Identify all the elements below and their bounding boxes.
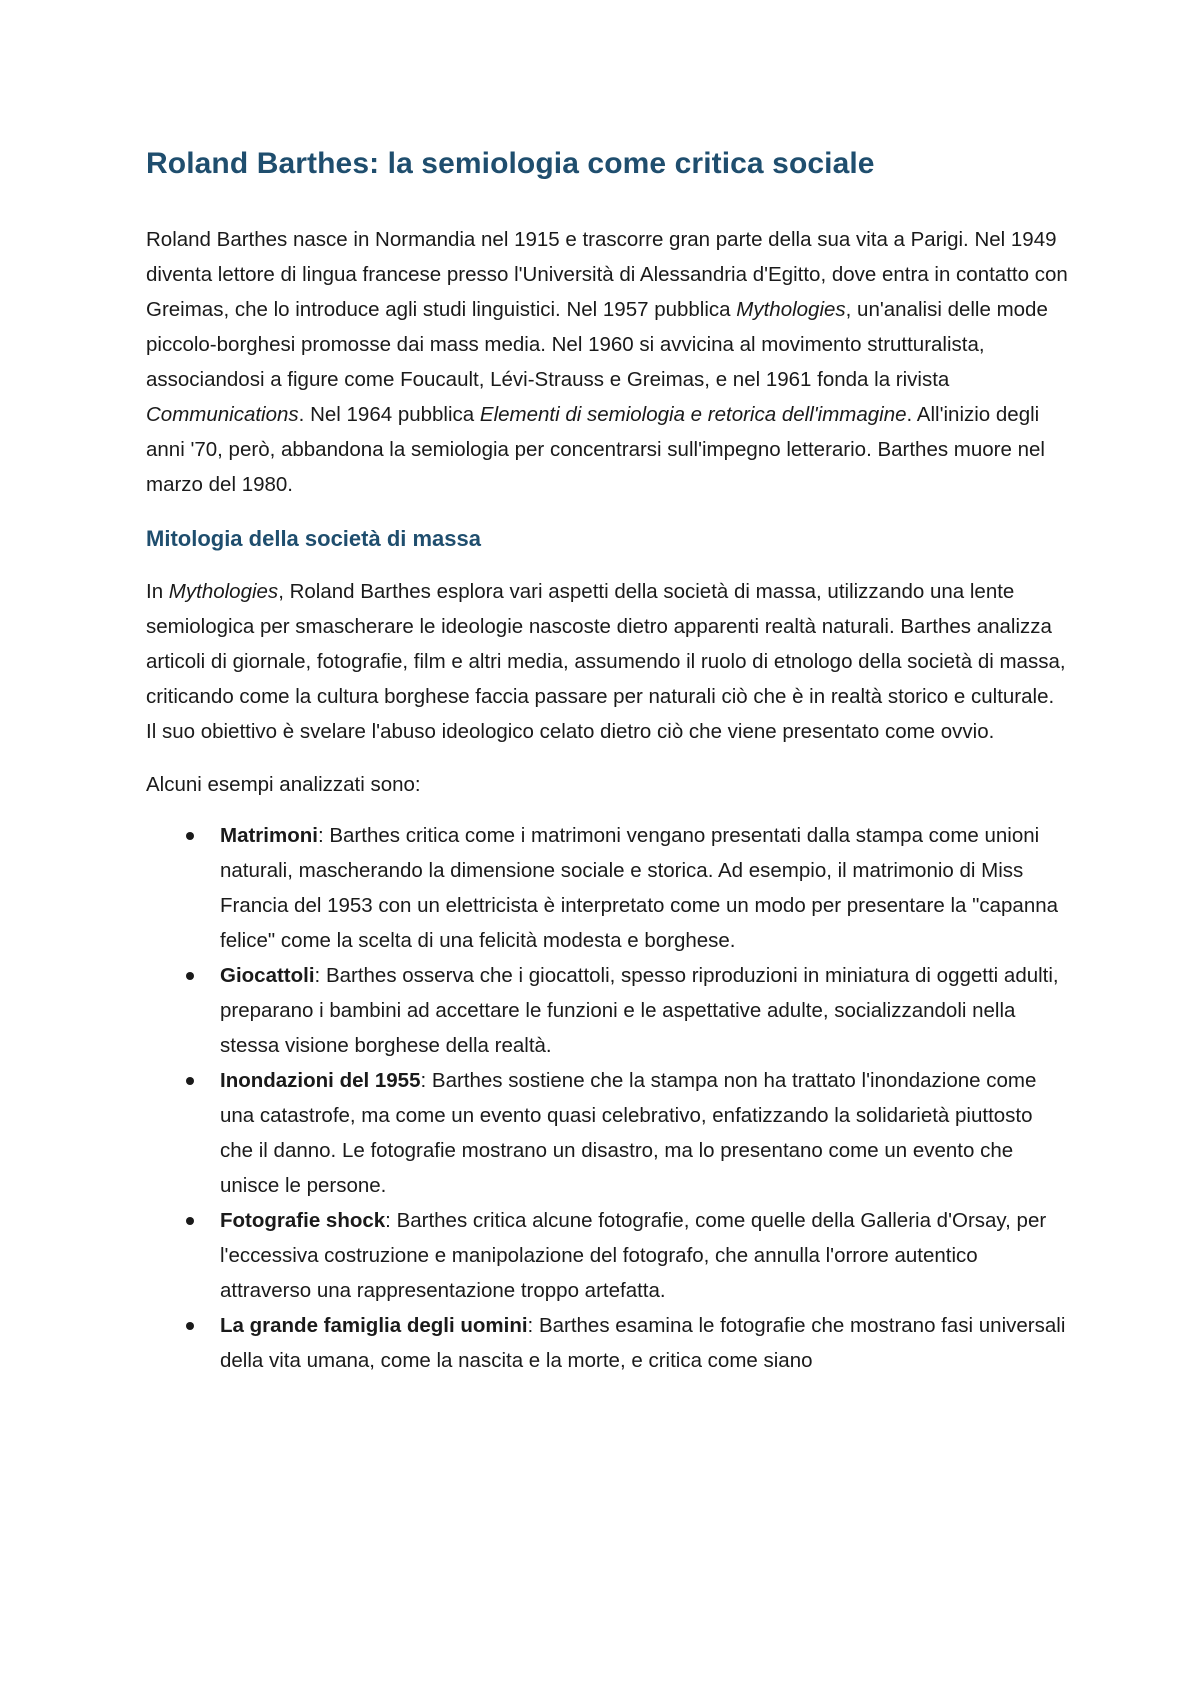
intro-text-3: . Nel 1964 pubblica [298, 403, 480, 426]
bullet-icon [186, 1217, 194, 1225]
list-item-term: Inondazioni del 1955 [220, 1069, 421, 1092]
intro-text-2: , un'analisi delle mode piccolo-borghesi promosse dai mass media. Nel 1960 si avvicina al movimento strutturalista, associandosi a figure come Foucault, Lévi-Strauss e Greimas, e nel 1961 fonda la rivista [146, 298, 1048, 391]
intro-italic-communications: Communications [146, 403, 299, 426]
list-item [146, 1203, 1068, 1308]
list-item-term: Giocattoli [220, 964, 315, 987]
list-item-text: : Barthes sostiene che la stampa non ha trattato l'inondazione come una catastrofe, ma come un evento quasi celebrativo, enfatizzando la solidarietà piuttosto che il danno. Le fotografie mostrano un disastro, ma lo presentano come un evento che unisce le persone. [220, 1069, 1037, 1197]
list-item [146, 818, 1068, 958]
intro-text-1: Roland Barthes nasce in Normandia nel 1915 e trascorre gran parte della sua vita a Parigi. Nel 1949 diventa lettore di lingua francese presso l'Università di Alessandria d'Egitto, dove entra in contatto con Greimas, che lo introduce agli studi linguistici. Nel 1957 pubblica [146, 228, 1068, 321]
list-item-term: Fotografie shock [220, 1209, 386, 1232]
document-title: Roland Barthes: la semiologia come critica sociale [146, 147, 875, 180]
list-item-text: : Barthes critica come i matrimoni vengano presentati dalla stampa come unioni naturali, mascherando la dimensione sociale e storica. Ad esempio, il matrimonio di Miss Francia del 1953 con un elettricista è interpretato come un modo per presentare la "capanna felice" come la scelta di una felicità modesta e borghese. [220, 824, 1059, 952]
section-text-2: , Roland Barthes esplora vari aspetti della società di massa, utilizzando una lente semiologica per smascherare le ideologie nascoste dietro apparenti realtà naturali. Barthes analizza articoli di giornale, fotografie, film e altri media, assumendo il ruolo di etnologo della società di massa, criticando come la cultura borghese faccia passare per naturali ciò che è in realtà storico e culturale. Il suo obiettivo è svelare l'abuso ideologico celato dietro ciò che viene presentato come ovvio. [146, 580, 1066, 743]
examples-intro: Alcuni esempi analizzati sono: [146, 773, 421, 796]
section-italic-mythologies: Mythologies [168, 580, 279, 603]
bullet-icon [186, 1077, 194, 1085]
list-item [146, 1063, 1068, 1203]
intro-italic-elementi: Elementi di semiologia e retorica dell'immagine [479, 403, 907, 426]
intro-italic-mythologies: Mythologies [736, 298, 846, 321]
section-heading: Mitologia della società di massa [146, 526, 481, 551]
list-item-term: La grande famiglia degli uomini [220, 1314, 528, 1337]
list-item-term: Matrimoni [220, 824, 318, 847]
list-item-text: : Barthes critica alcune fotografie, come quelle della Galleria d'Orsay, per l'eccessiva costruzione e manipolazione del fotografo, che annulla l'orrore autentico attraverso una rappresentazione troppo artefatta. [220, 1209, 1047, 1302]
section-text-1: In [146, 580, 169, 603]
list-item [146, 1308, 1068, 1378]
document-page [146, 144, 1068, 1378]
list-item-text: : Barthes esamina le fotografie che mostrano fasi universali della vita umana, come la nascita e la morte, e critica come siano [220, 1314, 1066, 1372]
list-item [146, 958, 1068, 1063]
intro-paragraph [146, 222, 1068, 502]
section-paragraph [146, 574, 1068, 749]
intro-text-4: . All'inizio degli anni '70, però, abbandona la semiologia per concentrarsi sull'impegno letterario. Barthes muore nel marzo del 1980. [146, 403, 1045, 496]
list-item-text: : Barthes osserva che i giocattoli, spesso riproduzioni in miniatura di oggetti adulti, preparano i bambini ad accettare le funzioni e le aspettative adulte, socializzandoli nella stessa visione borghese della realtà. [220, 964, 1059, 1057]
bullet-icon [186, 832, 194, 840]
examples-list [146, 818, 1068, 1378]
bullet-icon [186, 972, 194, 980]
bullet-icon [186, 1322, 194, 1330]
